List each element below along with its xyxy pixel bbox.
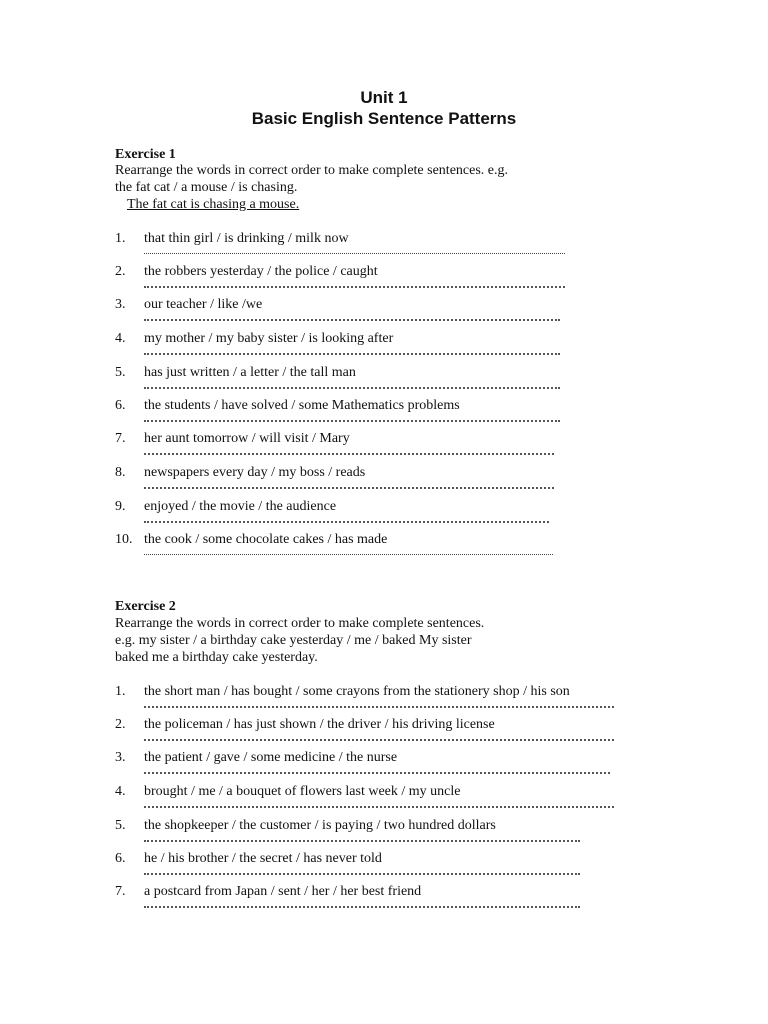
answer-line[interactable] (144, 274, 565, 288)
answer-line[interactable] (144, 509, 549, 523)
exercise1-example-answer: The fat cat is chasing a mouse. (127, 197, 300, 212)
answer-line[interactable] (144, 375, 560, 389)
item-number: 9. (115, 499, 126, 514)
exercise2-example: e.g. my sister / a birthday cake yesterday / me / baked My sister (115, 633, 472, 648)
item-number: 1. (115, 684, 126, 699)
item-number: 2. (115, 264, 126, 279)
exercise1-item (115, 531, 635, 564)
answer-line[interactable] (144, 408, 560, 422)
item-prompt: the short man / has bought / some crayons from the stationery shop / his son (144, 684, 570, 699)
exercise1-item (115, 364, 635, 397)
exercise2-item (115, 850, 635, 883)
answer-line[interactable] (144, 241, 565, 254)
item-number: 10. (115, 532, 133, 547)
exercise1-instruction: Rearrange the words in correct order to make complete sentences. e.g. (115, 163, 508, 178)
item-prompt: the shopkeeper / the customer / is paying / two hundred dollars (144, 818, 496, 833)
exercise2-item (115, 683, 635, 716)
item-number: 7. (115, 431, 126, 446)
item-prompt: has just written / a letter / the tall man (144, 365, 356, 380)
exercise1-heading: Exercise 1 (115, 147, 176, 162)
exercise1-item (115, 296, 635, 329)
item-number: 1. (115, 231, 126, 246)
answer-line[interactable] (144, 727, 614, 741)
item-number: 2. (115, 717, 126, 732)
item-prompt: my mother / my baby sister / is looking after (144, 331, 394, 346)
unit-subtitle: Basic English Sentence Patterns (251, 109, 517, 128)
item-prompt: the policeman / has just shown / the driver / his driving license (144, 717, 495, 732)
answer-line[interactable] (144, 861, 580, 875)
exercise2-instruction: Rearrange the words in correct order to make complete sentences. (115, 616, 485, 631)
item-number: 3. (115, 750, 126, 765)
item-prompt: her aunt tomorrow / will visit / Mary (144, 431, 350, 446)
item-prompt: the patient / gave / some medicine / the nurse (144, 750, 398, 765)
item-number: 4. (115, 784, 126, 799)
item-prompt: he / his brother / the secret / has never told (144, 851, 382, 866)
answer-line[interactable] (144, 441, 554, 455)
item-number: 7. (115, 884, 126, 899)
exercise2-item (115, 783, 635, 816)
exercise2-item (115, 817, 635, 850)
exercise1-item (115, 230, 635, 263)
exercise1-item (115, 397, 635, 430)
exercise1-example-prompt: the fat cat / a mouse / is chasing. (115, 180, 298, 195)
exercise2-item (115, 716, 635, 749)
answer-line[interactable] (144, 475, 554, 489)
item-number: 8. (115, 465, 126, 480)
item-number: 5. (115, 818, 126, 833)
answer-line[interactable] (144, 307, 560, 321)
item-prompt: the students / have solved / some Mathematics problems (144, 398, 460, 413)
answer-line[interactable] (144, 794, 614, 808)
answer-line[interactable] (144, 828, 580, 842)
item-prompt: the cook / some chocolate cakes / has made (144, 532, 388, 547)
item-prompt: brought / me / a bouquet of flowers last week / my uncle (144, 784, 461, 799)
exercise1-item (115, 263, 635, 296)
item-prompt: newspapers every day / my boss / reads (144, 465, 366, 480)
item-prompt: that thin girl / is drinking / milk now (144, 231, 349, 246)
item-number: 3. (115, 297, 126, 312)
exercise1-item (115, 464, 635, 497)
item-number: 5. (115, 365, 126, 380)
item-prompt: enjoyed / the movie / the audience (144, 499, 337, 514)
answer-line[interactable] (144, 694, 614, 708)
unit-title: Unit 1 (360, 88, 408, 107)
answer-line[interactable] (144, 341, 560, 355)
item-prompt: a postcard from Japan / sent / her / her best friend (144, 884, 422, 899)
item-number: 6. (115, 851, 126, 866)
exercise2-item (115, 749, 635, 782)
item-prompt: our teacher / like /we (144, 297, 263, 312)
item-number: 4. (115, 331, 126, 346)
answer-line[interactable] (144, 760, 610, 774)
exercise1-item (115, 330, 635, 363)
item-number: 6. (115, 398, 126, 413)
exercise2-item (115, 883, 635, 916)
exercise1-item (115, 498, 635, 531)
answer-line[interactable] (144, 542, 553, 555)
item-prompt: the robbers yesterday / the police / caught (144, 264, 378, 279)
exercise2-heading: Exercise 2 (115, 599, 176, 614)
exercise1-item (115, 430, 635, 463)
exercise2-example-answer: baked me a birthday cake yesterday. (115, 650, 318, 665)
answer-line[interactable] (144, 894, 580, 908)
